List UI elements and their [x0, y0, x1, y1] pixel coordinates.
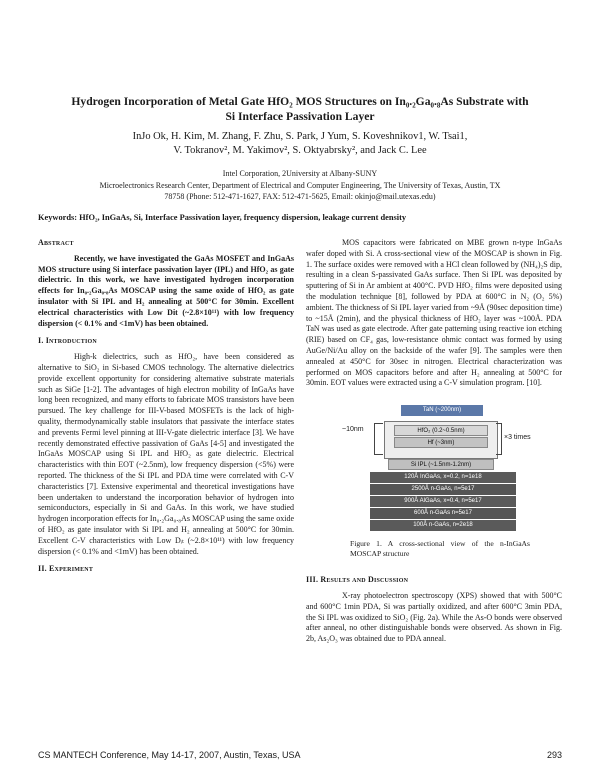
layer-tan: TaN (~200nm)	[401, 405, 483, 416]
layer-algaas: 900Å AlGaAs, x=0.4, n=5e17	[370, 496, 516, 507]
experiment-body: MOS capacitors were fabricated on MBE grown n-type InGaAs wafer doped with Si. A cross-sectional view of the MOSCAP is shown in Fig. 1. The surface oxides were removed with a HCl clean followed by (NH₄)₂S dip, resulting in a clean S-passivated GaAs surface. Then Si IPL was deposited by sputtering of Si in Ar ambient at 400°C. PVD HfO₂ films were deposited using the modulation technique [8], followed by PDA at 600°C in N₂ (O₂ 5%) ambient. The thickness of Si IPL layer varied from ~9Å (90sec deposition time) to ~15Å (2min), and the physical thickness of HfO₂ layer was ~100Å. PDA TaN was used as gate electrode. After gate patterning using reactive ion etching (RIE) based on CF₄ gas, low-resistance ohmic contact was formed by using AuGe/Ni/Au alloy on the backside of the wafer [9]. The samples were then annealed at 450°C for 30sec in nitrogen. Electrical characterization was performed on MOS capacitors before and after H₂ annealing at 500°C for 30min. EOT values were extracted using a C-V simulation program. [10].	[306, 238, 562, 388]
layer-ingaas: 120Å InGaAs, x=0.2, n=1e18	[370, 472, 516, 483]
keywords: Keywords: HfO₂, InGaAs, Si, Interface Passivation layer, frequency dispersion, leakage current density	[38, 213, 407, 222]
conference-name: CS MANTECH Conference, May 14-17, 2007, Austin, Texas, USA	[38, 750, 301, 760]
repeat-bracket	[496, 423, 502, 455]
layer-gaas-100: 100Å n-GaAs, n=2e18	[370, 520, 516, 531]
results-heading: III. Results and Discussion	[306, 575, 409, 585]
author-list	[70, 130, 530, 157]
affiliations	[20, 168, 580, 203]
introduction-heading: I. Introduction	[38, 336, 97, 346]
figure-caption: Figure 1. A cross-sectional view of the n-InGaAs MOSCAP structure	[350, 539, 530, 558]
introduction-body: High-k dielectrics, such as HfO₂, have been considered as alternative to SiO₂ in Si-based CMOS technology. The alternative dielectrics provide excellent opportunity for considering alternative substrate materials such as SiGe [1-2]. The advantages of high electron mobility of InGaAs have long been recognized, and many efforts to fabricate MOS transistors have been pursued. The key challenge for III-V-based MOSFETs is the lack of high-quality, thermodynamically stable insulators that passivate the interface states and prevents Fermi level pinning at III-V-gate dielectric interface [3]. We have recently demonstrated effective passivation of GaAs [4-5] and investigated the InGaAs MOSCAP using Si IPL and HfO₂ as gate dielectric. Electrical characteristics with thin EOT (~2.5nm), low frequency dispersion (<5%) were reported. The thickness of the Si IPL and PDA time were correlated with C-V characteristics [7]. Extensive experimental and theoretical investigations have been undertaken to understand the incorporation behavior of hydrogen into semiconductors, especially in Si and GaAs. In this work, we have studied hydrogen incorporation effects for In₀.₂Ga₀.₈As MOSCAP using the same oxide of HfO₂ as gate insulator with Si IPL and H₂ annealing at 500°C for 30min. Excellent C-V characteristics with Low Dᵢₜ (~2.8×10¹¹) with low frequency dispersion (< 0.1% and <1mV) has been obtained.	[38, 352, 294, 556]
affiliation-line: Intel Corporation, 2University at Albany-SUNY	[222, 169, 378, 178]
affiliation-line: Microelectronics Research Center, Department of Electrical and Computer Engineering, The University of Texas, Austin, TX	[99, 180, 501, 190]
abstract-heading: Abstract	[38, 238, 74, 247]
abstract-body: Recently, we have investigated the GaAs MOSFET and InGaAs MOS structure using Si interface passivation layer (IPL) and HfO₂ as gate dielectric. In this work, we have investigated hydrogen incorporation effects for In₀.₂Ga₀.₈As MOSCAP using the same oxide of HfO₂ as gate insulator with Si IPL and H₂ annealing at 500°C for 30min. Excellent electrical characteristics with Low Dit (~2.8×10¹¹) with low frequency dispersion (< 0.1% and <1mV) has been obtained.	[38, 253, 294, 328]
layer-gaas-2500: 2500Å n-GaAs, n=5e17	[370, 484, 516, 495]
figure-1-cross-section	[306, 399, 562, 601]
author-line: InJo Ok, H. Kim, M. Zhang, F. Zhu, S. Park, J Yum, S. Koveshnikov1, W. Tsai1,	[132, 131, 468, 142]
thickness-bracket	[374, 423, 383, 455]
experiment-heading: II. Experiment	[38, 564, 94, 574]
results-body: X-ray photoelectron spectroscopy (XPS) showed that with 500°C and 600°C 1min PDA, Si was partially oxidized, and after 600°C 3min PDA, the Si IPL was oxidized to SiO₂ (Fig. 2a). While the As-O bonds were observed after anneal, no other distinguishable bonds were observed. As shown in Fig. 2b, As₂O₃ was obtained due to PDA anneal.	[306, 590, 562, 644]
left-column	[38, 238, 294, 580]
layer-hf: Hf (~3nm)	[394, 437, 488, 448]
paper-title: Hydrogen Incorporation of Metal Gate HfO₂ MOS Structures on In₀.₂Ga₀.₈As Substrate with Si Interface Passivation Layer	[71, 95, 529, 123]
layer-hfo2: HfO₂ (0.2~0.5nm)	[394, 425, 488, 436]
author-line: V. Tokranov², M. Yakimov², S. Oktyabrsky², and Jack C. Lee	[173, 144, 427, 156]
thickness-label: ~10nm	[342, 426, 364, 434]
repeat-label: ×3 times	[504, 434, 531, 442]
layer-gaas-600: 600Å n-GaAs n=5e17	[370, 508, 516, 519]
layer-si-ipl: Si IPL (~1.5nm-1.2nm)	[388, 459, 494, 470]
right-column	[306, 238, 562, 645]
page-number: 293	[546, 750, 562, 760]
affiliation-line: 78758 (Phone: 512-471-1627, FAX: 512-471-5625, Email: okinjo@mail.utexas.edu)	[164, 192, 436, 201]
